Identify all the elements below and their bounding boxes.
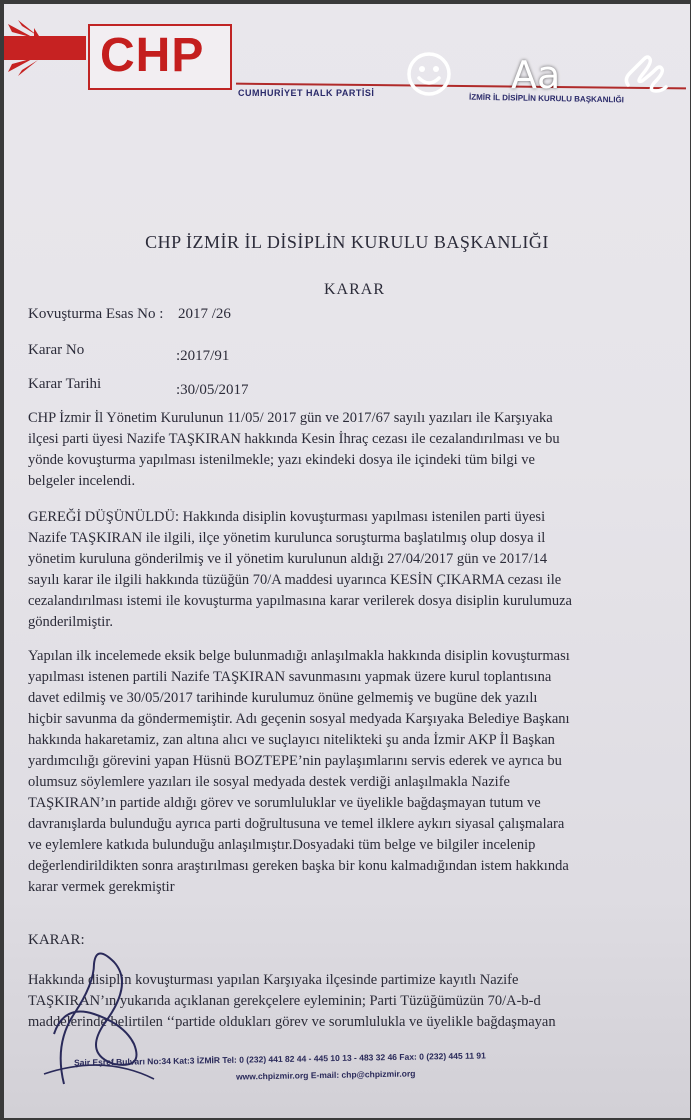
draw-icon[interactable]: [620, 51, 670, 97]
meta-label: Karar Tarihi: [28, 376, 102, 392]
text-line: gönderilmiştir.: [28, 614, 113, 630]
text-line: olumsuz söylemlere yazıları ile sosyal medyada destek verdiği anlaşılmakla Nazife: [28, 774, 510, 790]
text-line: Hakkında disiplin kovuşturması yapılan Karşıyaka ilçesinde partimize kayıtlı Nazife: [28, 972, 519, 988]
meta-karar-tarihi: [28, 376, 249, 398]
text-line: sayılı karar ile ilgili hakkında tüzüğün 70/A maddesi uyarınca KESİN ÇIKARMA cezası ile: [28, 572, 562, 588]
meta-label: Kovuşturma Esas No :: [28, 306, 164, 322]
text-icon[interactable]: Aa: [511, 53, 561, 97]
document-title: CHP İZMİR İL DİSİPLİN KURULU BAŞKANLIĞI: [145, 232, 549, 252]
meta-value: :30/05/2017: [176, 382, 249, 398]
text-line: cezalandırılması istemi ile kovuşturma yapılmasına karar verilerek dosya disiplin kurulumuza: [28, 593, 572, 609]
text-line: ilçesi parti üyesi Nazife TAŞKIRAN hakkında Kesin İhraç cezası ile cezalandırılması ve bu: [28, 431, 560, 447]
signature: [24, 904, 224, 1104]
editor-toolbar: [404, 49, 689, 99]
meta-esas: [28, 306, 231, 323]
smiley-icon[interactable]: [406, 51, 452, 97]
header-org-name: İZMİR İL DİSİPLİN KURULU BAŞKANLIĞI: [468, 92, 625, 105]
text-line: yardımcılığı görevini yapan Hüsnü BOZTEPE’nin paylaşımlarını servis ederek ve ayrıca bu: [28, 753, 562, 769]
text-line: GEREĞİ DÜŞÜNÜLDÜ: Hakkında disiplin kovuşturması yapılması istenilen parti üyesi: [28, 509, 546, 525]
text-line: davet edilmiş ve 30/05/2017 tarihinde kurulumuz önüne gelmemiş ve bugüne dek yazılı: [28, 690, 538, 706]
text-line: Yapılan ilk incelemede eksik belge bulunmadığı anlaşılmakla hakkında disiplin kovuşturması: [28, 648, 570, 664]
paragraph-inceleme: [28, 646, 658, 898]
text-line: karar vermek gerekmiştir: [28, 879, 175, 895]
text-line: yapılması istenen partili Nazife TAŞKIRAN savunmasını yapmak üzere kurul toplantısına: [28, 669, 552, 685]
footer-address: Şair Eşref Bulvarı No:34 Kat:3 İZMİR Tel: 0 (232) 441 82 44 - 445 10 13 - 483 32 46 Fax: 0 (232) 445 11 91: [73, 1050, 486, 1068]
text-line: yönde kovuşturma yapılması istenilmekle; yazı ekindeki dosya ile içindeki tüm bilgi ve: [28, 452, 535, 468]
text-line: belgeler incelendi.: [28, 473, 136, 489]
meta-value: :2017/91: [176, 348, 230, 364]
karar-label: KARAR:: [28, 932, 85, 948]
text-line: maddelerinde belirtilen ‘‘partide oldukları görev ve sorumlulukla ve üyelikle bağdaşmayan: [28, 1014, 556, 1030]
party-name: CUMHURİYET HALK PARTİSİ: [238, 88, 375, 98]
text-line: hakkında hakaretamiz, zan altına alıcı ve suçlayıcı nitelikteki şu anda İzmir AKP İl Başkan: [28, 732, 555, 748]
text-line: ve eylemlere katkıda bulunduğu anlaşılmıştır.Dosyadaki tüm belge ve bilgiler incelenip: [28, 837, 536, 853]
footer-contact: www.chpizmir.org E-mail: chp@chpizmir.org: [235, 1068, 416, 1082]
meta-label: Karar No: [28, 342, 85, 358]
meta-value: 2017 /26: [178, 306, 231, 322]
paragraph-intro: [28, 408, 658, 492]
document-page: [4, 4, 690, 1118]
text-line: yönetim kuruluna gönderilmiş ve il yönetim kurulunun aldığı 27/04/2017 gün ve 2017/14: [28, 551, 548, 567]
text-line: TAŞKIRAN’ın partide aldığı görev ve sorumluluklar ve üyelikle bağdaşmayan tutum ve: [28, 795, 541, 811]
text-line: TAŞKIRAN’ın yukarıda açıklanan gerekçelere eyleminin; Parti Tüzüğümüzün 70/A-b-d: [28, 993, 541, 1009]
karar-heading: KARAR: [324, 281, 386, 298]
text-line: Nazife TAŞKIRAN ile ilgili, ilçe yönetim kurulunca soruşturma başlatılmış olup dosya il: [28, 530, 546, 546]
chp-arrows-logo: [4, 18, 94, 98]
text-line: davranışlarda bulunduğu ayrıca parti doğrultusuna ve temel ilklere aykırı siyasal çalışmalara: [28, 816, 565, 832]
text-line: değerlendirildikten sonra araştırılması gereken başka bir konu kalmadığından istem hakkında: [28, 858, 569, 874]
logo-text: CHP: [100, 29, 205, 82]
text-line: CHP İzmir İl Yönetim Kurulunun 11/05/ 2017 gün ve 2017/67 sayılı yazıları ile Karşıyaka: [28, 410, 553, 426]
meta-karar-no: [28, 342, 230, 364]
paragraph-gereği: [28, 507, 658, 633]
text-line: hiçbir savunma da göndermemiştir. Adı geçenin sosyal medyada Karşıyaka Belediye Başkanı: [28, 711, 570, 727]
